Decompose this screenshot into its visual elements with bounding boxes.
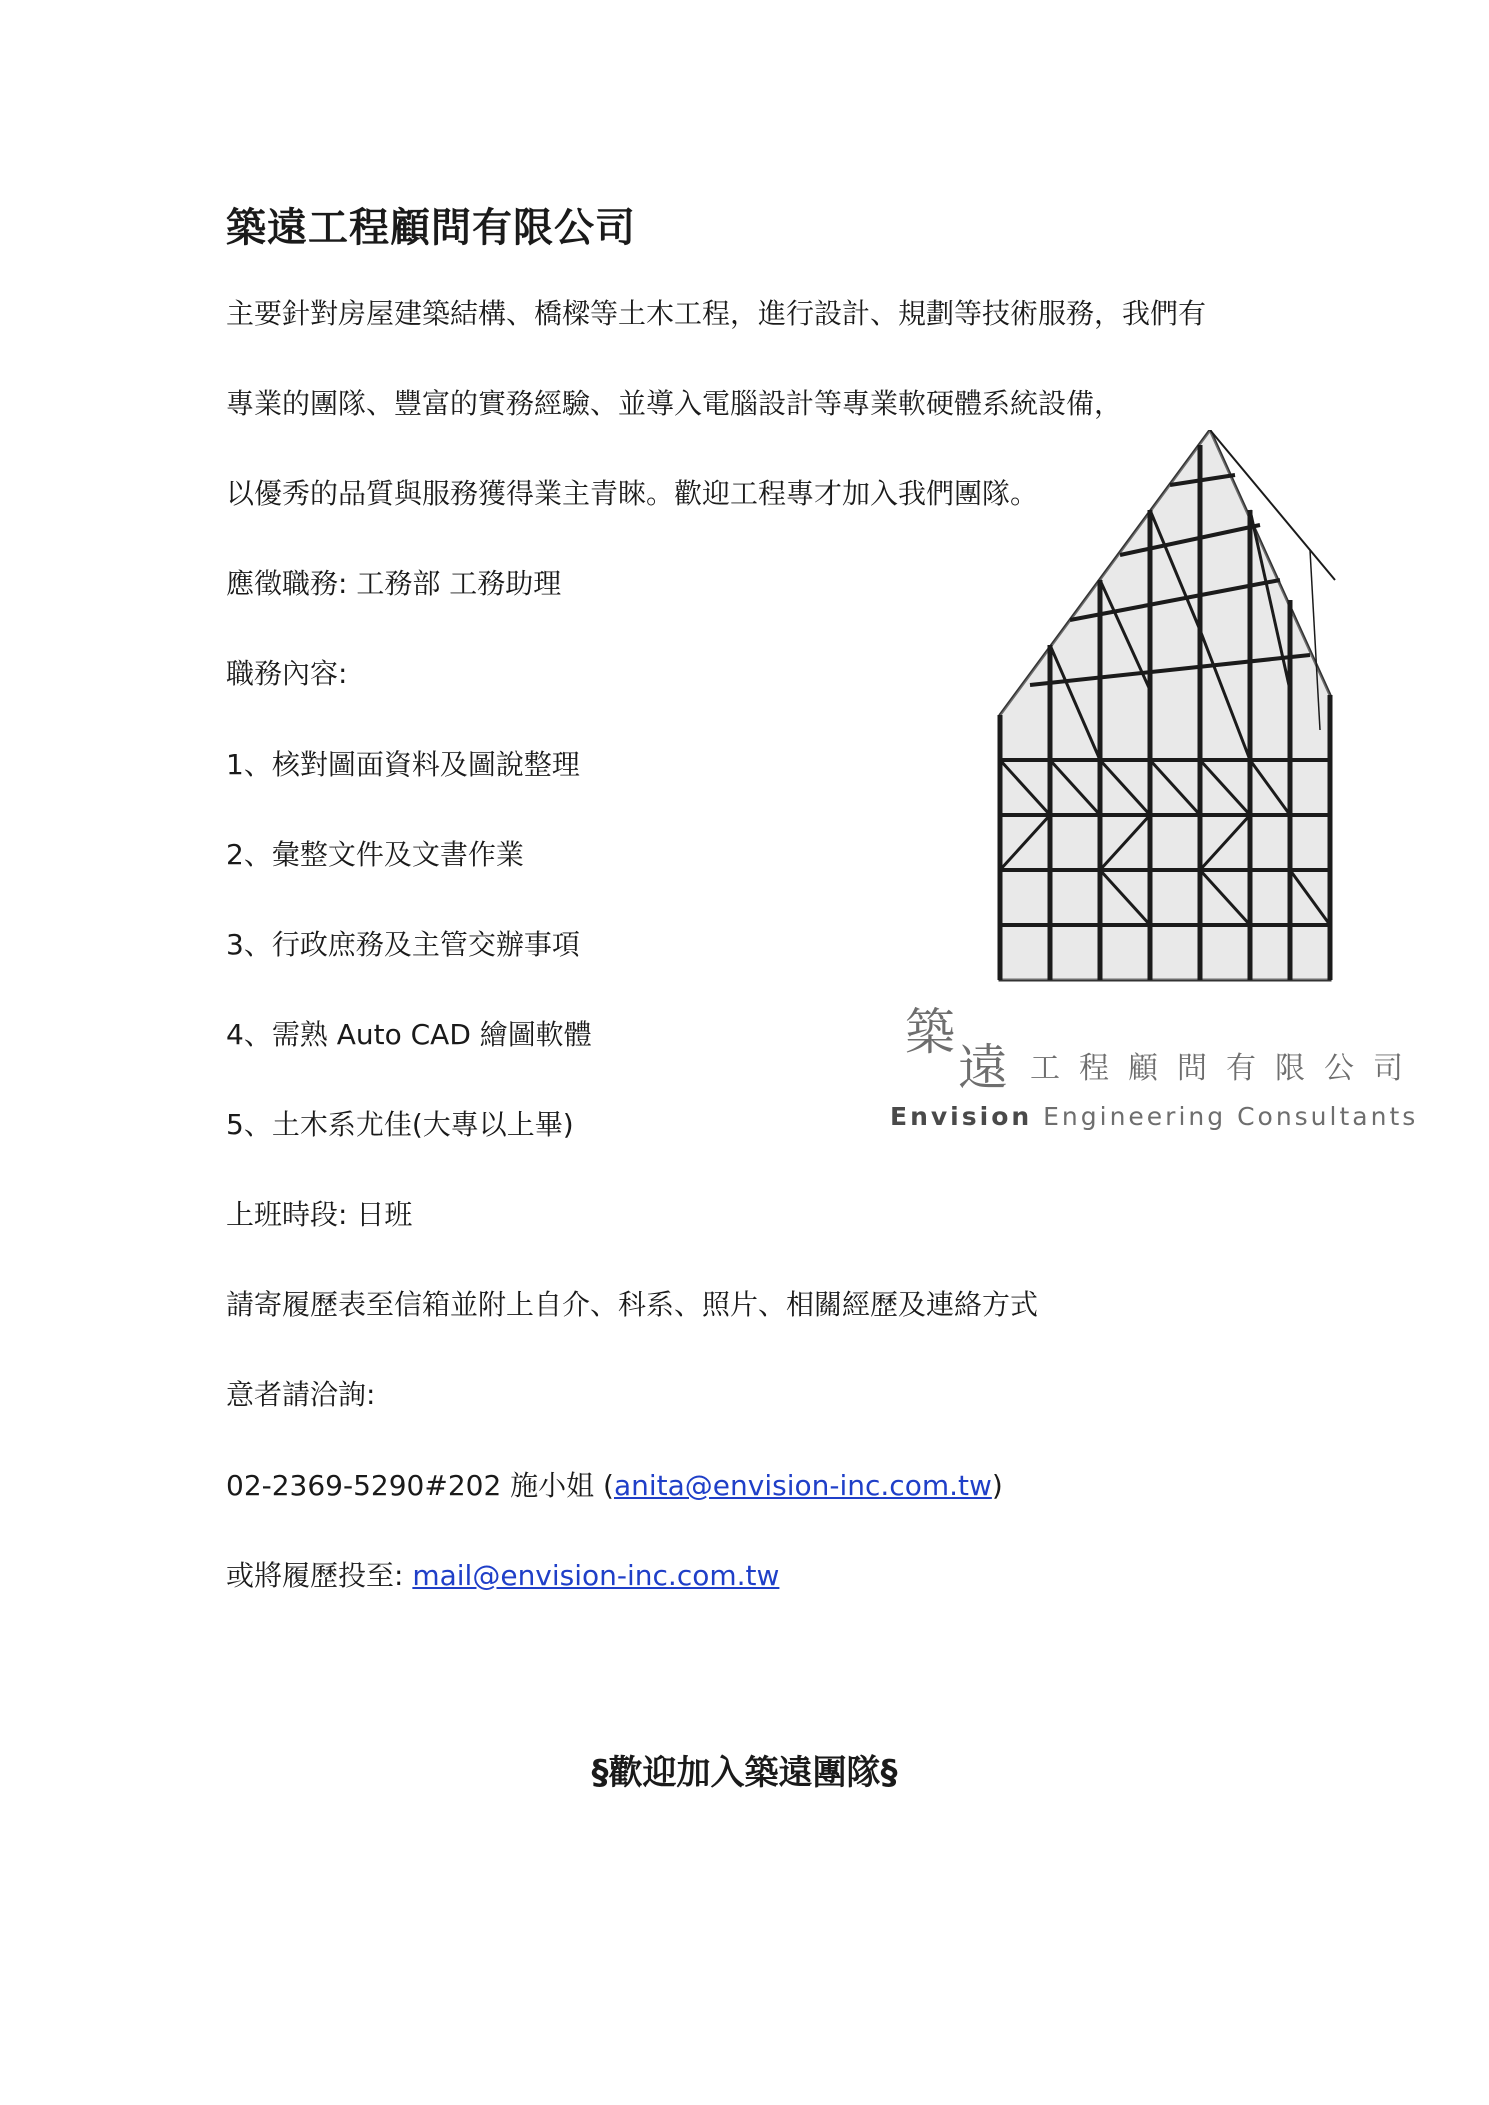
duty-item-4: 4、需熟 Auto CAD 繪圖軟體 xyxy=(226,1018,592,1051)
contact-phone: 02-2369-5290#202 施小姐 ( xyxy=(226,1469,614,1502)
logo-chinese-name: 工程顧問有限公司 xyxy=(1030,1051,1422,1086)
duties-heading: 職務內容: xyxy=(226,657,348,690)
intro-line-2: 專業的團隊、豐富的實務經驗、並導入電腦設計等專業軟硬體系統設備， xyxy=(226,387,1123,420)
logo-english-name xyxy=(890,1102,1418,1131)
duty-item-2: 2、彙整文件及文書作業 xyxy=(226,838,524,871)
contact-suffix: ) xyxy=(991,1469,1003,1502)
building-scaffold-illustration xyxy=(990,430,1350,990)
alt-contact-prefix: 或將履歷投至: xyxy=(226,1559,413,1592)
logo-english-bold: Envision xyxy=(890,1102,1033,1131)
intro-line-3: 以優秀的品質與服務獲得業主青睞。歡迎工程專才加入我們團隊。 xyxy=(226,477,1039,510)
contact-line xyxy=(226,1468,1003,1504)
duty-item-5: 5、土木系尤佳(大專以上畢) xyxy=(226,1108,574,1141)
apply-instructions: 請寄履歷表至信箱並附上自介、科系、照片、相關經歷及連絡方式 xyxy=(226,1288,1039,1321)
logo-char-1: 築 xyxy=(905,1003,955,1061)
alt-contact-email-link[interactable]: mail@envision-inc.com.tw xyxy=(412,1559,780,1592)
position-line: 應徵職務: 工務部 工務助理 xyxy=(226,567,562,600)
contact-heading: 意者請洽詢: xyxy=(226,1378,376,1411)
duty-item-3: 3、行政庶務及主管交辦事項 xyxy=(226,928,580,961)
company-title: 築遠工程顧問有限公司 xyxy=(226,205,636,251)
contact-email-link[interactable]: anita@envision-inc.com.tw xyxy=(613,1469,992,1502)
intro-line-1: 主要針對房屋建築結構、橋樑等土木工程，進行設計、規劃等技術服務，我們有 xyxy=(226,297,1207,330)
logo-char-2: 遠 xyxy=(958,1039,1008,1097)
alt-contact-line xyxy=(226,1558,779,1594)
hours-line: 上班時段: 日班 xyxy=(226,1198,413,1231)
logo-english-rest: Engineering Consultants xyxy=(1032,1102,1419,1131)
welcome-footer: §歡迎加入築遠團隊§ xyxy=(591,1753,898,1793)
duty-item-1: 1、核對圖面資料及圖說整理 xyxy=(226,748,580,781)
